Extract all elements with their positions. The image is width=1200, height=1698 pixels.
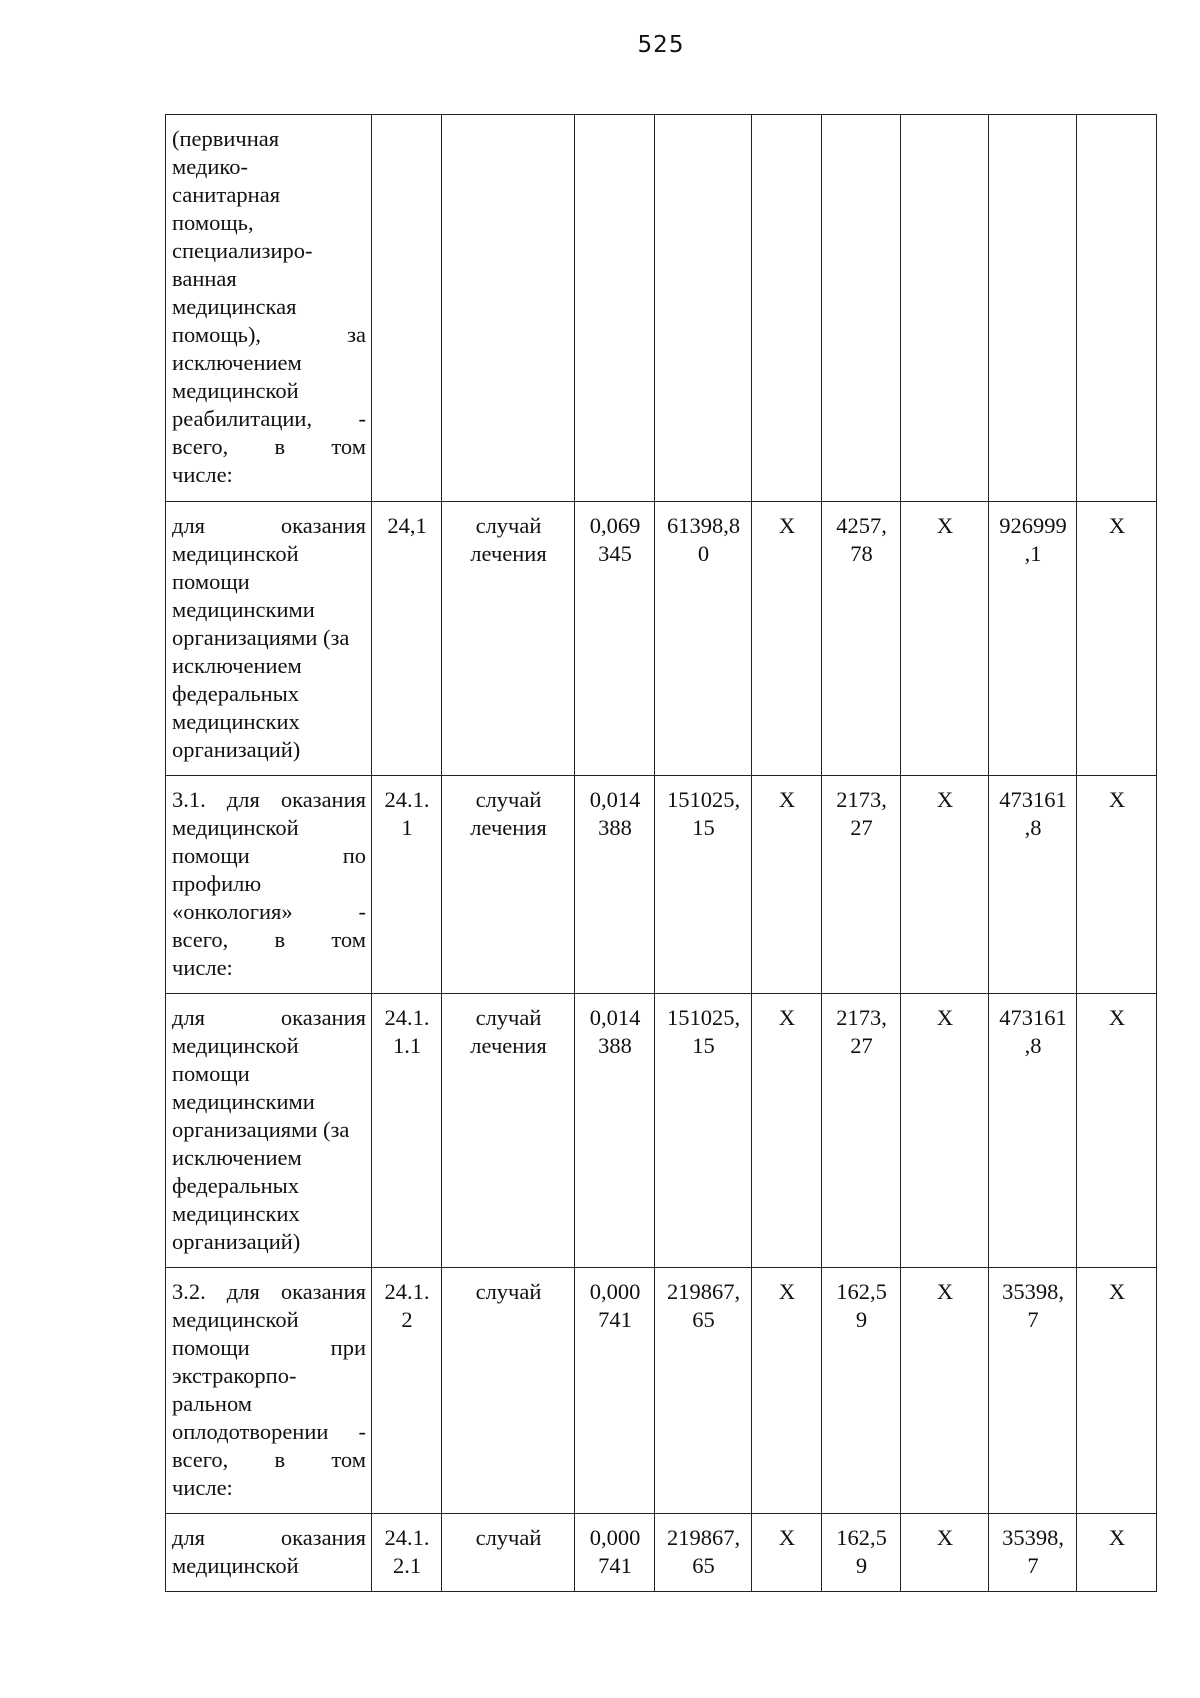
cell-line: числе: <box>172 1475 233 1500</box>
cell-line: помощи при <box>172 1335 366 1360</box>
cell-line: федеральных <box>172 681 300 706</box>
cell-line: медицинскими <box>172 597 315 622</box>
cell-line: ,8 <box>1024 815 1042 840</box>
cell-line: лечения <box>470 815 547 840</box>
cell-line: 65 <box>692 1553 715 1578</box>
column-10-cell <box>1077 502 1157 776</box>
cell-line: 219867, <box>666 1525 741 1550</box>
cell-line: X <box>778 1525 796 1550</box>
unit-cell <box>442 115 575 502</box>
table-row <box>166 1514 1157 1592</box>
cell-line: 1 <box>401 815 413 840</box>
cell-line: 35398, <box>1002 1525 1064 1550</box>
code-cell <box>372 115 442 502</box>
column-10-cell <box>1077 776 1157 994</box>
cell-line: профилю <box>172 871 262 896</box>
cost-cell <box>655 994 752 1268</box>
cell-line: случай <box>475 1525 542 1550</box>
cell-line: всего, в том <box>172 927 366 952</box>
column-6-cell <box>752 1514 822 1592</box>
cell-line: X <box>1108 1279 1126 1304</box>
cell-line: 473161 <box>999 787 1067 812</box>
cell-line: всего, в том <box>172 434 366 459</box>
cell-line: для оказания <box>172 513 366 538</box>
cell-line: случай <box>475 513 542 538</box>
volume-cell <box>575 115 655 502</box>
cell-line: помощь, <box>172 210 254 235</box>
cell-line: организаций) <box>172 1229 301 1254</box>
cell-line: X <box>936 787 954 812</box>
cell-line: лечения <box>470 541 547 566</box>
cell-line: 35398, <box>1002 1279 1064 1304</box>
cell-line: 162,5 <box>836 1525 887 1550</box>
cell-line: случай <box>475 1005 542 1030</box>
cell-line: 2 <box>401 1307 413 1332</box>
code-cell <box>372 776 442 994</box>
data-table <box>165 114 1157 1592</box>
cost-cell <box>655 1514 752 1592</box>
column-7-cell <box>822 1514 901 1592</box>
cell-line: помощи <box>172 1061 250 1086</box>
column-9-cell <box>989 502 1077 776</box>
cell-line: «онкология» - <box>172 899 366 924</box>
cell-line: 4257, <box>836 513 887 538</box>
column-7-cell <box>822 115 901 502</box>
cell-line: оплодотворении - <box>172 1419 366 1444</box>
cell-line: 3.2. для оказания <box>172 1279 366 1304</box>
cell-line: X <box>1108 787 1126 812</box>
cost-cell <box>655 776 752 994</box>
column-10-cell <box>1077 994 1157 1268</box>
column-8-cell <box>901 1268 989 1514</box>
cell-line: ральном <box>172 1391 253 1416</box>
cell-line: 0,069 <box>589 513 641 538</box>
cell-line: организациями (за <box>172 1117 350 1142</box>
cell-line: помощи по <box>172 843 366 868</box>
cell-line: 27 <box>850 815 873 840</box>
column-6-cell <box>752 115 822 502</box>
cell-line: X <box>936 513 954 538</box>
unit-cell <box>442 994 575 1268</box>
cell-line: организациями (за <box>172 625 350 650</box>
cell-line: помощи <box>172 569 250 594</box>
cell-line: 473161 <box>999 1005 1067 1030</box>
column-8-cell <box>901 115 989 502</box>
column-7-cell <box>822 1268 901 1514</box>
column-8-cell <box>901 776 989 994</box>
column-8-cell <box>901 1514 989 1592</box>
description-cell <box>166 502 372 776</box>
description-cell <box>166 1268 372 1514</box>
cell-line: санитарная <box>172 182 281 207</box>
column-7-cell <box>822 502 901 776</box>
cost-cell <box>655 115 752 502</box>
volume-cell <box>575 994 655 1268</box>
cell-line: 24.1. <box>384 1525 430 1550</box>
cell-line: медико- <box>172 154 248 179</box>
cell-line: медицинской <box>172 541 299 566</box>
cell-line: организаций) <box>172 737 301 762</box>
cell-line: лечения <box>470 1033 547 1058</box>
table-row <box>166 994 1157 1268</box>
description-cell <box>166 994 372 1268</box>
cell-line: 27 <box>850 1033 873 1058</box>
description-cell <box>166 115 372 502</box>
cell-line: медицинская <box>172 294 297 319</box>
column-8-cell <box>901 502 989 776</box>
column-6-cell <box>752 502 822 776</box>
column-9-cell <box>989 115 1077 502</box>
cell-line: 24.1. <box>384 1005 430 1030</box>
cell-line: 162,5 <box>836 1279 887 1304</box>
volume-cell <box>575 502 655 776</box>
cell-line: 3.1. для оказания <box>172 787 366 812</box>
cell-line: 15 <box>692 815 715 840</box>
cell-line: X <box>778 513 796 538</box>
cell-line: 741 <box>598 1553 632 1578</box>
column-6-cell <box>752 994 822 1268</box>
cell-line: 15 <box>692 1033 715 1058</box>
unit-cell <box>442 1268 575 1514</box>
code-cell <box>372 1514 442 1592</box>
cell-line: 0,000 <box>589 1525 641 1550</box>
cell-line: 388 <box>598 1033 632 1058</box>
unit-cell <box>442 1514 575 1592</box>
column-9-cell <box>989 1268 1077 1514</box>
cell-line: 219867, <box>666 1279 741 1304</box>
column-9-cell <box>989 994 1077 1268</box>
cell-line: 345 <box>598 541 632 566</box>
cell-line: ,8 <box>1024 1033 1042 1058</box>
column-9-cell <box>989 776 1077 994</box>
code-cell <box>372 1268 442 1514</box>
cell-line: 1.1 <box>392 1033 422 1058</box>
unit-cell <box>442 776 575 994</box>
column-7-cell <box>822 776 901 994</box>
cell-line: 926999 <box>999 513 1067 538</box>
cell-line: X <box>936 1279 954 1304</box>
cell-line: медицинской <box>172 378 299 403</box>
cell-line: медицинских <box>172 709 300 734</box>
cell-line: 2.1 <box>392 1553 422 1578</box>
column-6-cell <box>752 776 822 994</box>
cell-line: X <box>1108 1005 1126 1030</box>
cost-cell <box>655 1268 752 1514</box>
cell-line: 151025, <box>666 1005 741 1030</box>
cell-line: экстракорпо- <box>172 1363 297 1388</box>
cell-line: медицинскими <box>172 1089 315 1114</box>
column-6-cell <box>752 1268 822 1514</box>
code-cell <box>372 502 442 776</box>
table-row <box>166 502 1157 776</box>
volume-cell <box>575 1268 655 1514</box>
cell-line: числе: <box>172 955 233 980</box>
cell-line: специализиро- <box>172 238 313 263</box>
cell-line: случай <box>475 787 542 812</box>
cell-line: для оказания <box>172 1005 366 1030</box>
cell-line: X <box>1108 513 1126 538</box>
cell-line: 2173, <box>836 1005 887 1030</box>
cell-line: 78 <box>850 541 873 566</box>
cell-line: 741 <box>598 1307 632 1332</box>
column-8-cell <box>901 994 989 1268</box>
description-cell <box>166 776 372 994</box>
description-cell <box>166 1514 372 1592</box>
cell-line: всего, в том <box>172 1447 366 1472</box>
cell-line: медицинских <box>172 1201 300 1226</box>
cell-line: реабилитации, - <box>172 406 366 431</box>
code-cell <box>372 994 442 1268</box>
cell-line: медицинской <box>172 1307 299 1332</box>
cell-line: 7 <box>1027 1553 1039 1578</box>
column-9-cell <box>989 1514 1077 1592</box>
cell-line: медицинской <box>172 815 299 840</box>
cell-line: ванная <box>172 266 237 291</box>
cell-line: 0,014 <box>589 1005 641 1030</box>
cell-line: 2173, <box>836 787 887 812</box>
cell-line: исключением <box>172 1145 302 1170</box>
cell-line: 0 <box>697 541 710 566</box>
column-10-cell <box>1077 1268 1157 1514</box>
unit-cell <box>442 502 575 776</box>
cell-line: исключением <box>172 653 302 678</box>
cell-line: для оказания <box>172 1525 366 1550</box>
cost-cell <box>655 502 752 776</box>
cell-line: X <box>1108 1525 1126 1550</box>
cell-line: медицинской <box>172 1553 299 1578</box>
cell-line: 24.1. <box>384 1279 430 1304</box>
column-7-cell <box>822 994 901 1268</box>
cell-line: 388 <box>598 815 632 840</box>
cell-line: ,1 <box>1024 541 1042 566</box>
cell-line: X <box>936 1005 954 1030</box>
cell-line: медицинской <box>172 1033 299 1058</box>
cell-line: X <box>778 1005 796 1030</box>
column-10-cell <box>1077 115 1157 502</box>
cell-line: помощь), за <box>172 322 366 347</box>
cell-line: 7 <box>1027 1307 1039 1332</box>
cell-line: X <box>778 787 796 812</box>
cell-line: X <box>778 1279 796 1304</box>
table-row <box>166 1268 1157 1514</box>
volume-cell <box>575 1514 655 1592</box>
cell-line: 61398,8 <box>666 513 741 538</box>
page-number: 525 <box>637 32 685 58</box>
cell-line: числе: <box>172 462 233 487</box>
table-row <box>166 115 1157 502</box>
cell-line: (первичная <box>172 126 280 151</box>
cell-line: 24,1 <box>387 513 427 538</box>
cell-line: 0,000 <box>589 1279 641 1304</box>
cell-line: 0,014 <box>589 787 641 812</box>
cell-line: 9 <box>855 1553 868 1578</box>
table-row <box>166 776 1157 994</box>
cell-line: федеральных <box>172 1173 300 1198</box>
cell-line: случай <box>475 1279 542 1304</box>
volume-cell <box>575 776 655 994</box>
cell-line: X <box>936 1525 954 1550</box>
cell-line: исключением <box>172 350 302 375</box>
cell-line: 24.1. <box>384 787 430 812</box>
column-10-cell <box>1077 1514 1157 1592</box>
cell-line: 151025, <box>666 787 741 812</box>
cell-line: 9 <box>855 1307 868 1332</box>
cell-line: 65 <box>692 1307 715 1332</box>
